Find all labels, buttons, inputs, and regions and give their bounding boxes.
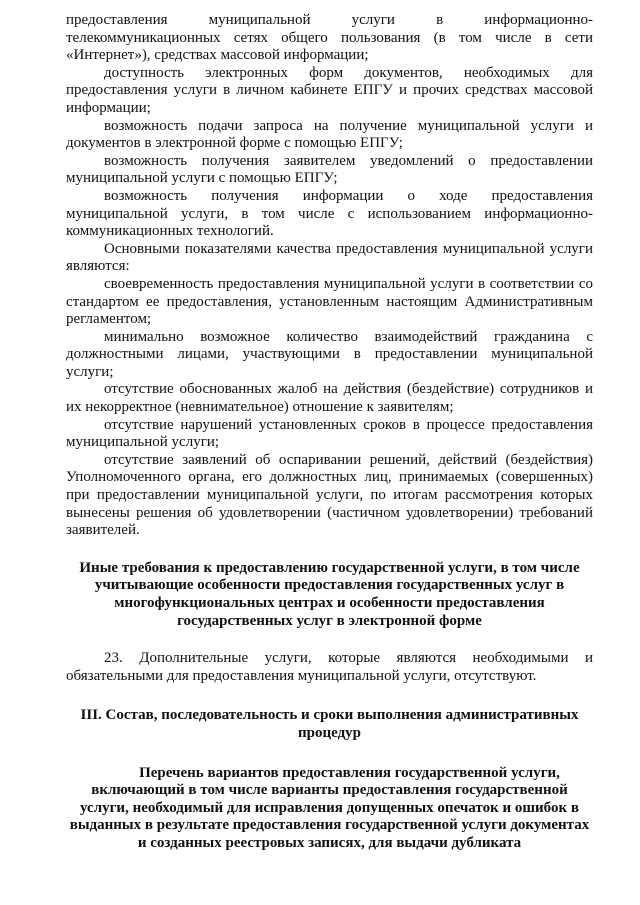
paragraph-no-complaints: отсутствие обоснованных жалоб на действия (бездействие) сотрудников и их некорректное (невнимательное) отношение к заявителям; <box>66 381 593 416</box>
paragraph-electronic-forms: доступность электронных форм документов, необходимых для предоставления услуги в личном кабинете ЕПГУ и прочих средствах массовой информации; <box>66 64 593 116</box>
paragraph-info-networks: предоставления муниципальной услуги в информационно-телекоммуникационных сетях общего пользования (в том числе в сети «Интернет»), средствах массовой информации; <box>66 12 593 64</box>
paragraph-min-interactions: минимально возможное количество взаимодействий гражданина с должностными лицами, участвующими в предоставлении муниципальной услуги; <box>66 328 593 380</box>
paragraph-23: 23. Дополнительные услуги, которые являются необходимыми и обязательными для предоставления муниципальной услуги, отсутствуют. <box>66 650 593 684</box>
paragraph-progress-info: возможность получения информации о ходе предоставления муниципальной услуги, в том числе с использованием информационно-коммуникационных технологий. <box>66 187 593 240</box>
paragraph-request-submission: возможность подачи запроса на получение муниципальной услуги и документов в электронной форме с помощью ЕПГУ; <box>66 117 593 152</box>
paragraph-quality-indicators: Основными показателями качества предоставления муниципальной услуги являются: <box>66 240 593 275</box>
paragraph-timeliness: своевременность предоставления муниципальной услуги в соответствии со стандартом ее предоставления, установленным настоящим Административным регламентом; <box>66 275 593 328</box>
heading-other-requirements: Иные требования к предоставлению государственной услуги, в том числе учитывающие особенности предоставления государственных услуг в многофункциональных центрах и особенности предоставления государственных услуг в электронной форме <box>79 559 580 629</box>
document-page <box>66 12 593 853</box>
paragraph-notifications: возможность получения заявителем уведомлений о предоставлении муниципальной услуги с помощью ЕПГУ; <box>66 152 593 187</box>
heading-section-3: III. Состав, последовательность и сроки выполнения административных процедур <box>80 707 579 741</box>
paragraph-no-deadline-violations: отсутствие нарушений установленных сроков в процессе предоставления муниципальной услуги; <box>66 416 593 451</box>
paragraph-no-challenges: отсутствие заявлений об оспаривании решений, действий (бездействия) Уполномоченного органа, его должностных лиц, принимаемых (совершенных) при предоставлении муниципальной услуги, по итогам рассмотрения которых вынесены решения об удовлетворении (частичном удовлетворении) требований заявителей. <box>66 451 593 539</box>
heading-service-variants: Перечень вариантов предоставления государственной услуги, включающий в том числе варианты предоставления государственной услуги, необходимый для исправления допущенных опечаток и ошибок в выданных в результате предоставления государственной услуги документах и созданных реестровых записях, для выдачи дубликата <box>69 764 590 851</box>
